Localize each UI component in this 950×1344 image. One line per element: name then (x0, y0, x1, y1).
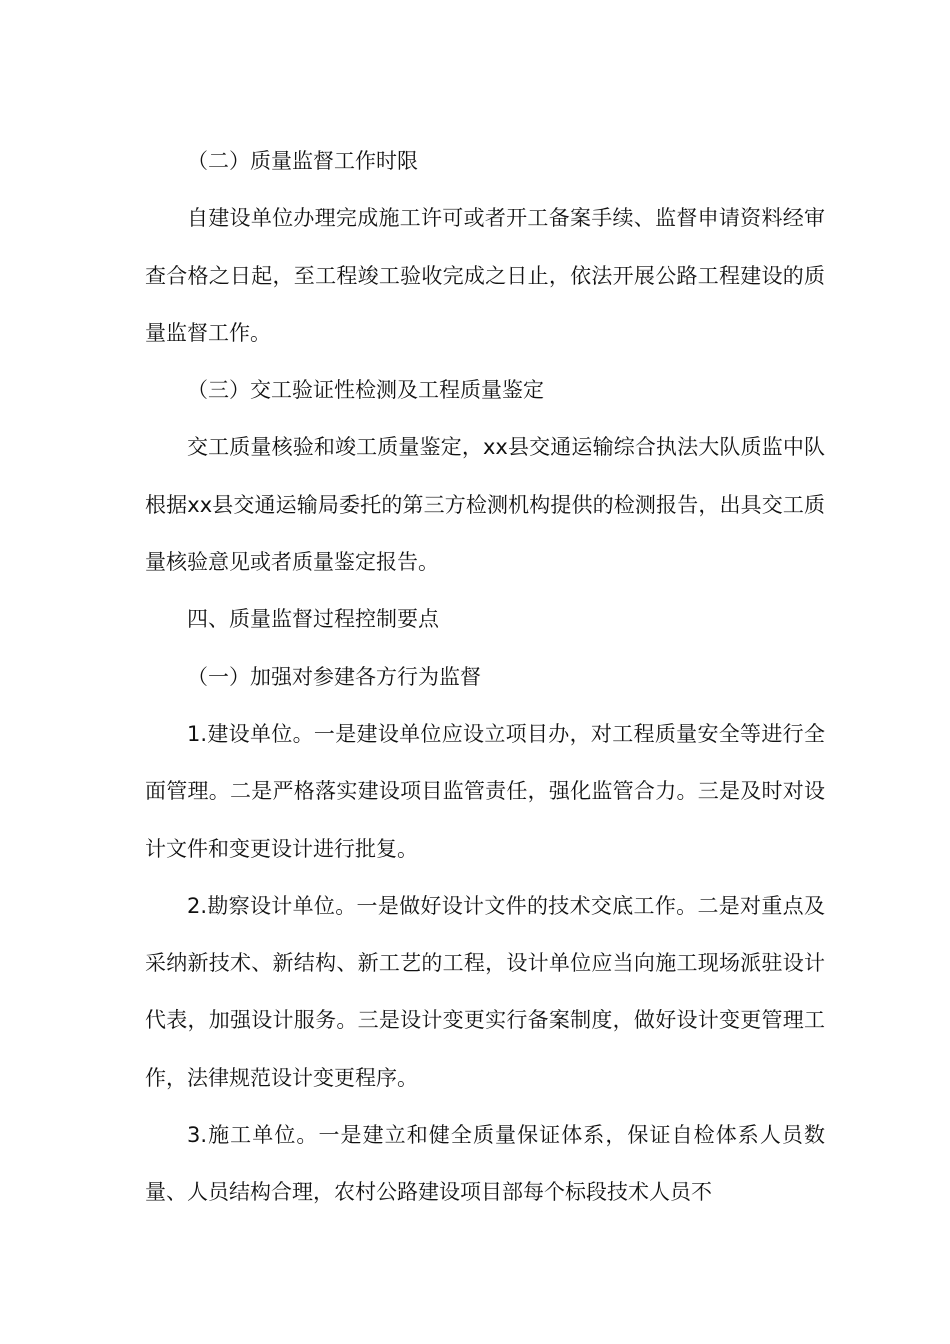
paragraph-design-unit: 2.勘察设计单位。一是做好设计文件的技术交底工作。二是对重点及采纳新技术、新结构、新工艺的工程，设计单位应当向施工现场派驻设计代表，加强设计服务。三是设计变更实行备案制度，做好设计变更管理工作，法律规范设计变更程序。 (145, 893, 825, 1090)
paragraph-construction-unit: 1.建设单位。一是建设单位应设立项目办，对工程质量安全等进行全面管理。二是严格落实建设项目监管责任，强化监管合力。三是及时对设计文件和变更设计进行批复。 (145, 721, 825, 861)
section-heading-time-limit: （二）质量监督工作时限 (187, 149, 418, 173)
document-body (145, 133, 825, 1222)
paragraph-time-limit: 自建设单位办理完成施工许可或者开工备案手续、监督申请资料经审查合格之日起，至工程竣工验收完成之日止，依法开展公路工程建设的质量监督工作。 (145, 206, 825, 345)
paragraph-inspection: 交工质量核验和竣工质量鉴定，xx县交通运输综合执法大队质监中队根据xx县交通运输局委托的第三方检测机构提供的检测报告，出具交工质量核验意见或者质量鉴定报告。 (145, 435, 825, 575)
section-heading-party-supervision: （一）加强对参建各方行为监督 (187, 664, 481, 689)
section-heading-process-control: 四、质量监督过程控制要点 (187, 607, 439, 632)
section-heading-inspection: （三）交工验证性检测及工程质量鉴定 (187, 378, 544, 403)
paragraph-contractor-unit: 3.施工单位。一是建立和健全质量保证体系，保证自检体系人员数量、人员结构合理，农村公路建设项目部每个标段技术人员不 (145, 1123, 825, 1205)
